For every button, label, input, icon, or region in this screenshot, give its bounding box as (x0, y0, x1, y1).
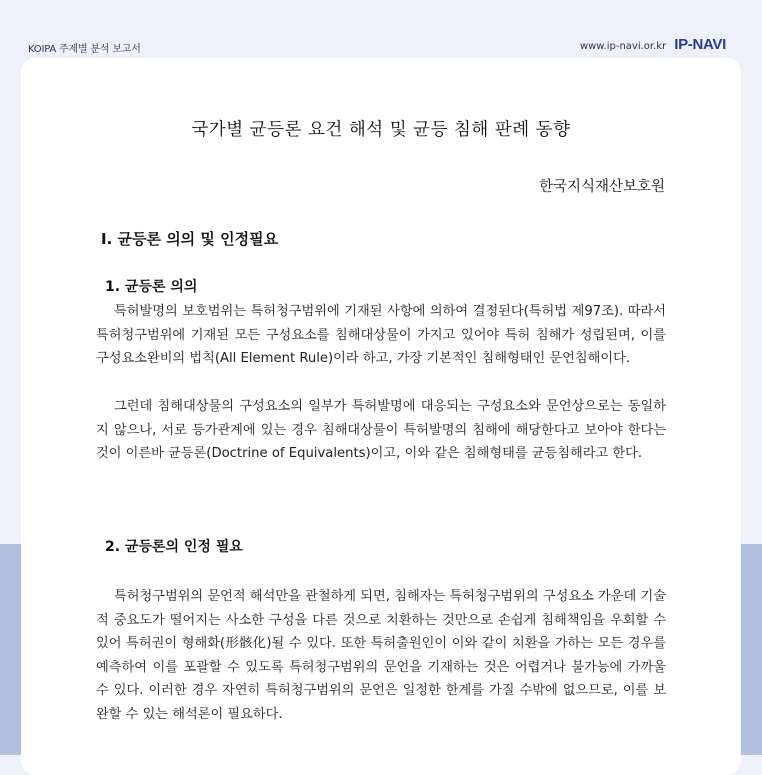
subsection-heading-1: 1. 균등론 의의 (105, 279, 198, 295)
document-title: 국가별 균등론 요건 해석 및 균등 침해 판례 동향 (191, 120, 571, 140)
subsection-heading-2: 2. 균등론의 인정 필요 (105, 539, 243, 555)
paragraph-3: 특허청구범위의 문언적 해석만을 관철하게 되면, 침해자는 특허청구범위의 구성요소 가운데 기술적 중요도가 떨어지는 사소한 구성을 다른 것으로 치환하는 것만으로 손쉽게 침해책임을 우회할 수 있어 특허권이 형해화(形骸化)될 수 있다. 또한 특허출원인이 이와 같이 치환을 가하는 모든 경우를 예측하여 이를 포괄할 수 있도록 특허청구범위의 문언을 기재하는 것은 어렵거나 불가능에 가까울 수 있다. 이러한 경우 자연히 특허청구범위의 문언은 일정한 한계를 가질 수밖에 없으므로, 이를 보완할 수 있는 해석론이 필요하다. (96, 589, 666, 722)
document-page (21, 58, 741, 775)
report-series-label: KOIPA 주제별 분석 보고서 (28, 44, 141, 55)
author-organization: 한국지식재산보호원 (538, 179, 665, 195)
paragraph-2: 그런데 침해대상물의 구성요소의 일부가 특허발명에 대응되는 구성요소와 문언상으로는 동일하지 않으나, 서로 등가관계에 있는 경우 침해대상물이 특허발명의 침해에 해당한다고 보아야 한다는 것이 이른바 균등론(Doctrine of Equivalents)이고, 이와 같은 침해형태를 균등침해라고 한다. (96, 399, 666, 462)
site-url[interactable]: www.ip-navi.or.kr (579, 41, 667, 52)
header-branding (580, 36, 726, 53)
paragraph-1: 특허발명의 보호범위는 특허청구범위에 기재된 사항에 의하여 결정된다(특허법 제97조). 따라서 특허청구범위에 기재된 모든 구성요소를 침해대상물이 가지고 있어야 특허 침해가 성립된며, 이를 구성요소완비의 법칙(All Element Rule)이라 하고, 가장 기본적인 침해형태인 문언침해이다. (96, 304, 666, 367)
section-heading-1: Ⅰ. 균등론 의의 및 인정필요 (101, 230, 279, 248)
ip-navi-logo: IP-NAVI (674, 36, 726, 53)
